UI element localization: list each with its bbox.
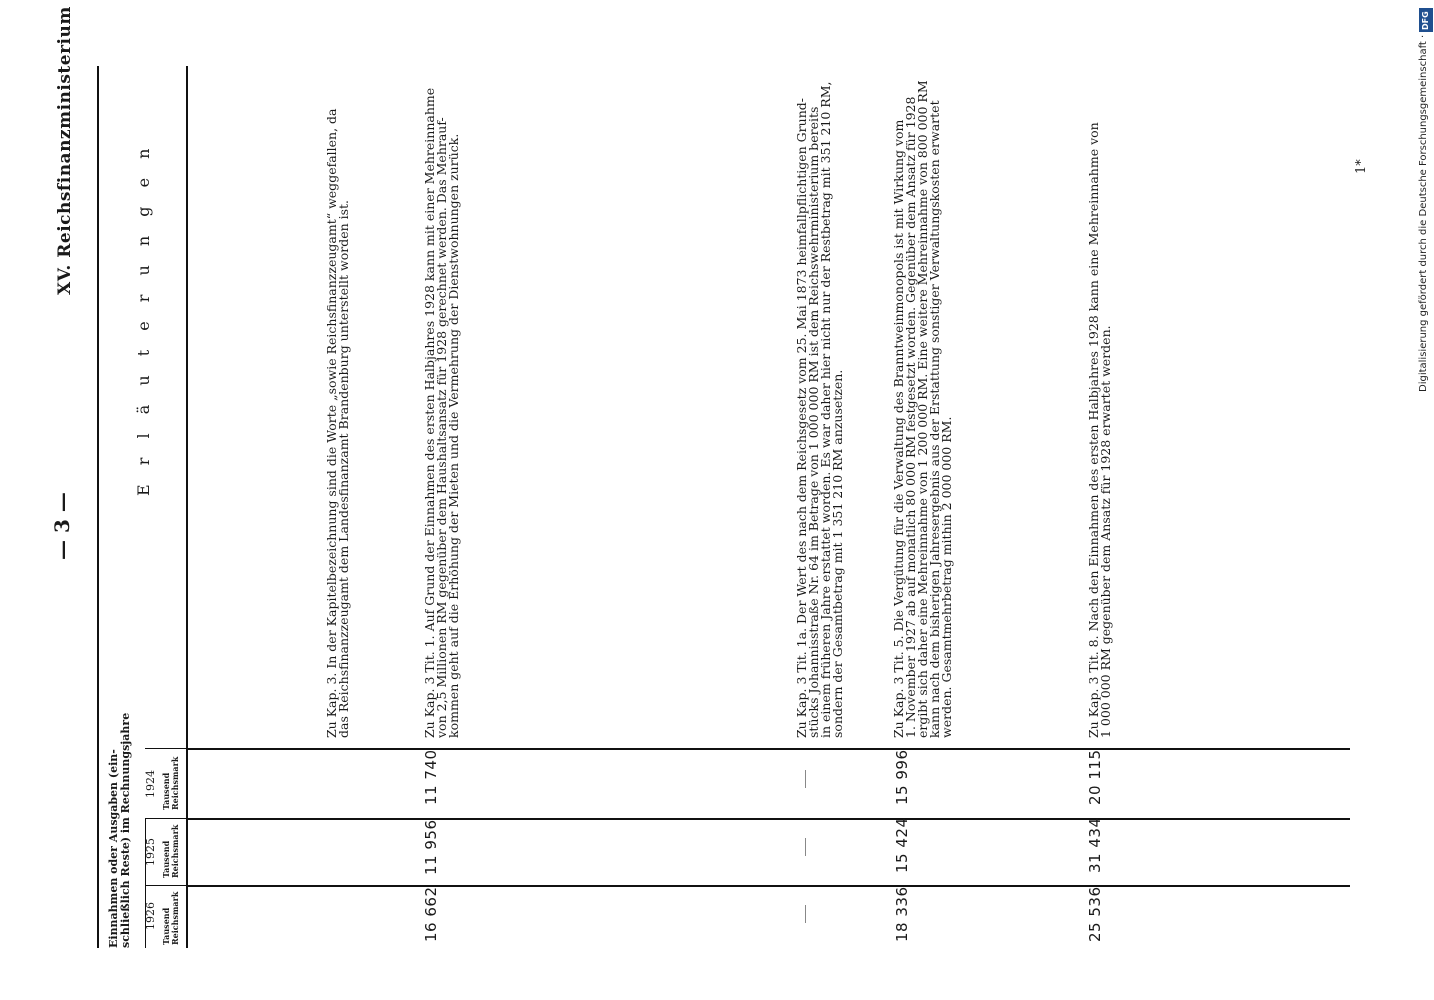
signature-mark: 1* [1354, 159, 1369, 174]
explanation-line: kann nach dem bisherigen Jahresergebnis aus der Erstattung sonstiger Verwaltungskosten erwartet [927, 100, 942, 738]
year-1924: 1924 [144, 770, 157, 798]
explanation-line: sondern der Gesamtbetrag mit 1 351 210 RM anzusetzen. [830, 369, 845, 738]
explanation-line: Zu Kap. 3 Tit. 8. Nach den Einnahmen des ersten Halbjahres 1928 kann eine Mehreinnahme von [1086, 122, 1101, 738]
explanation-tit1a [796, 82, 844, 738]
year-1926: 1926 [144, 902, 157, 930]
explanation-line: stücks Johannisstraße Nr. 64 im Betrage von 1 000 000 RM ist dem Reichswehrministerium bereits [806, 106, 821, 738]
unit-label-1924: Tausend Reichsmark [161, 756, 180, 810]
value-1926: 16 662 [422, 886, 440, 942]
explanations-header: E r l ä u t e r u n g e n [134, 141, 153, 496]
explanation-line: in einem früheren Jahre erstattet worden. Es war daher hier nicht nur der Restbetrag mit 351 210 RM, [818, 81, 833, 738]
explanation-line: kommen geht auf die Erhöhung der Mieten und die Vermehrung der Dienstwohnungen zurück. [446, 133, 461, 738]
explanation-tit1 [424, 88, 460, 738]
explanation-line: 1 000 000 RM gegenüber dem Ansatz für 1928 erwartet werden. [1098, 325, 1113, 738]
digitization-credit: Digitalisierung gefördert durch die Deutsche Forschungsgemeinschaft · [1418, 34, 1429, 392]
value-1926: 18 336 [893, 886, 911, 942]
explanation-line: von 2,5 Millionen RM gegenüber dem Haushaltsansatz für 1928 gerechnet werden. Das Mehrauf- [434, 117, 449, 738]
page-number: — 3 — [50, 492, 74, 560]
explanation-kap3 [326, 108, 350, 738]
column-header: Einnahmen oder Ausgaben (ein- schließlich Reste) im Rechnungsjahre [107, 712, 132, 948]
value-1926: 25 536 [1086, 886, 1104, 942]
value-1924: 15 996 [893, 749, 911, 805]
explanation-line: ergibt sich daher eine Mehreinnahme von 1 200 000 RM. Eine weitere Mehreinnahme von 800 000 RM [915, 80, 930, 738]
empty-dash-1926 [805, 905, 806, 923]
value-1925: 31 434 [1086, 817, 1104, 873]
explanation-line: Zu Kap. 3 Tit. 1. Auf Grund der Einnahmen des ersten Halbjahres 1928 kann mit einer Mehreinnahme [422, 87, 437, 738]
value-1925: 15 424 [893, 817, 911, 873]
value-1924: 20 115 [1086, 749, 1104, 805]
explanation-line: Zu Kap. 3 Tit. 1a. Der Wert des nach dem Reichsgesetz vom 25. Mai 1873 heimfallpflichtigen Grund- [794, 98, 809, 738]
explanation-line: das Reichsfinanzzeugamt dem Landesfinanzamt Brandenburg unterstellt worden ist. [336, 199, 351, 738]
unit-label-1926: Tausend Reichsmark [161, 891, 180, 945]
header-rule [186, 66, 188, 948]
year-divider-3 [145, 885, 186, 886]
empty-dash-1924 [805, 770, 806, 788]
explanation-line: werden. Gesamtmehrbetrag mithin 2 000 000 RM. [939, 416, 954, 738]
year-1925: 1925 [144, 838, 157, 866]
running-title: XV. Reichsfinanzministerium [55, 6, 75, 295]
explanation-line: Zu Kap. 3 Tit. 5. Die Vergütung für die Verwaltung des Branntweinmonopols ist mit Wirkung vom [891, 119, 906, 738]
column-rule-2 [186, 818, 1350, 820]
explanation-tit8 [1088, 122, 1112, 738]
column-rule-1 [186, 748, 1350, 750]
explanation-line: Zu Kap. 3. In der Kapitelbezeichnung sind die Worte „sowie Reichsfinanzzeugamt“ weggefallen, da [324, 108, 339, 738]
value-1924: 11 740 [422, 749, 440, 805]
unit-label-1925: Tausend Reichsmark [161, 824, 180, 878]
explanation-line: 1. November 1927 ab auf monatlich 80 000 RM festgesetzt worden. Gegenüber dem Ansatz für 1928 [903, 96, 918, 738]
dfg-logo-icon: DFG [1419, 8, 1433, 32]
empty-dash-1925 [805, 838, 806, 856]
explanation-tit5 [893, 80, 953, 738]
table-top-rule [97, 66, 99, 948]
year-divider-2 [145, 818, 186, 819]
column-rule-3 [186, 885, 1350, 887]
value-1925: 11 956 [422, 819, 440, 875]
header-subrule [145, 748, 186, 749]
